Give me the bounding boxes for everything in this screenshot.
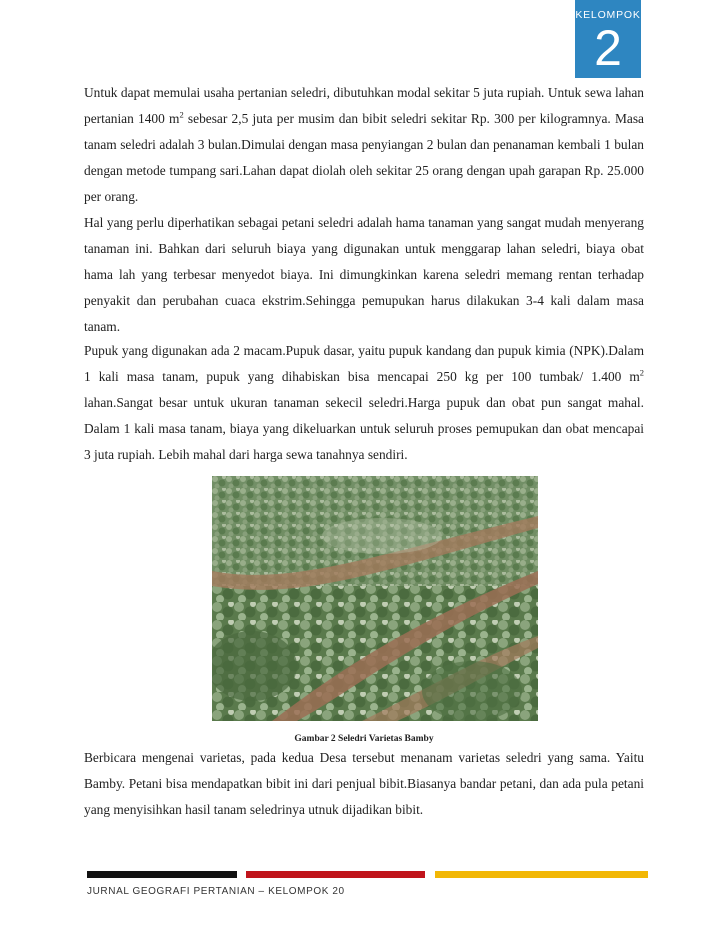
paragraph-varieties: Berbicara mengenai varietas, pada kedua Desa tersebut menanam varietas seledri yang sama. Yaitu Bamby. Petani bisa mendapatkan bibit ini dari penjual bibit.Biasanya bandar petani, dan ada pula petani yang menyisihkan hasil tanam seledrinya utnuk dijadikan bibit. (84, 750, 644, 817)
paragraph-pests: Hal yang perlu diperhatikan sebagai petani seledri adalah hama tanaman yang sangat mudah menyerang tanaman ini. Bahkan dari seluruh biaya yang digunakan untuk menggarap lahan seledri, biaya obat hama lah yang terbesar menyedot biaya. Ini dimungkinkan karena seledri memang rentan terhadap penyakit dan perubahan cuaca ekstrim.Sehingga pemupukan harus dilakukan 3-4 kali dalam masa tanam. (84, 215, 644, 334)
celery-field-photo (212, 476, 538, 721)
figure-caption: Gambar 2 Seledri Varietas Bamby (294, 734, 434, 744)
paragraph-text: lahan.Sangat besar untuk ukuran tanaman sekecil seledri.Harga pupuk dan obat pun sangat mahal. Dalam 1 kali masa tanam, biaya yang dikeluarkan untuk seluruh proses pemupukan dan obat mencapai 3 juta rupiah. Lebih mahal dari harga sewa tanahnya sendiri. (84, 395, 644, 462)
paragraph-text: sebesar 2,5 juta per musim dan bibit seledri sekitar Rp. 300 per kilogramnya. Masa tanam seledri adalah 3 bulan.Dimulai dengan masa penyiangan 2 bulan dan penanaman kembali 1 bulan dengan metode tumpang sari.Lahan dapat diolah oleh sekitar 25 orang dengan upah garapan Rp. 25.000 per orang. (84, 111, 644, 204)
paragraph-text: Pupuk yang digunakan ada 2 macam.Pupuk dasar, yaitu pupuk kandang dan pupuk kimia (NPK).Dalam 1 kali masa tanam, pupuk yang dihabiskan bisa mencapai 250 kg per 100 tumbak/ 1.400 m (84, 343, 644, 384)
badge-label: KELOMPOK (575, 9, 641, 21)
paragraph-capital-costs (84, 80, 644, 210)
footer-bar-yellow (435, 871, 648, 878)
superscript: 2 (179, 109, 184, 120)
paragraph-text: Untuk dapat memulai usaha pertanian seledri, dibutuhkan modal sekitar 5 juta rupiah. Untuk sewa lahan pertanian 1400 m (84, 85, 644, 126)
superscript: 2 (639, 367, 644, 378)
paragraph-fertilizer (84, 338, 644, 468)
group-number-badge (575, 0, 641, 78)
badge-number: 2 (594, 20, 622, 76)
footer-bar-black (87, 871, 237, 878)
journal-footer: JURNAL GEOGRAFI PERTANIAN – KELOMPOK 20 (87, 886, 345, 897)
footer-bar-red (246, 871, 425, 878)
